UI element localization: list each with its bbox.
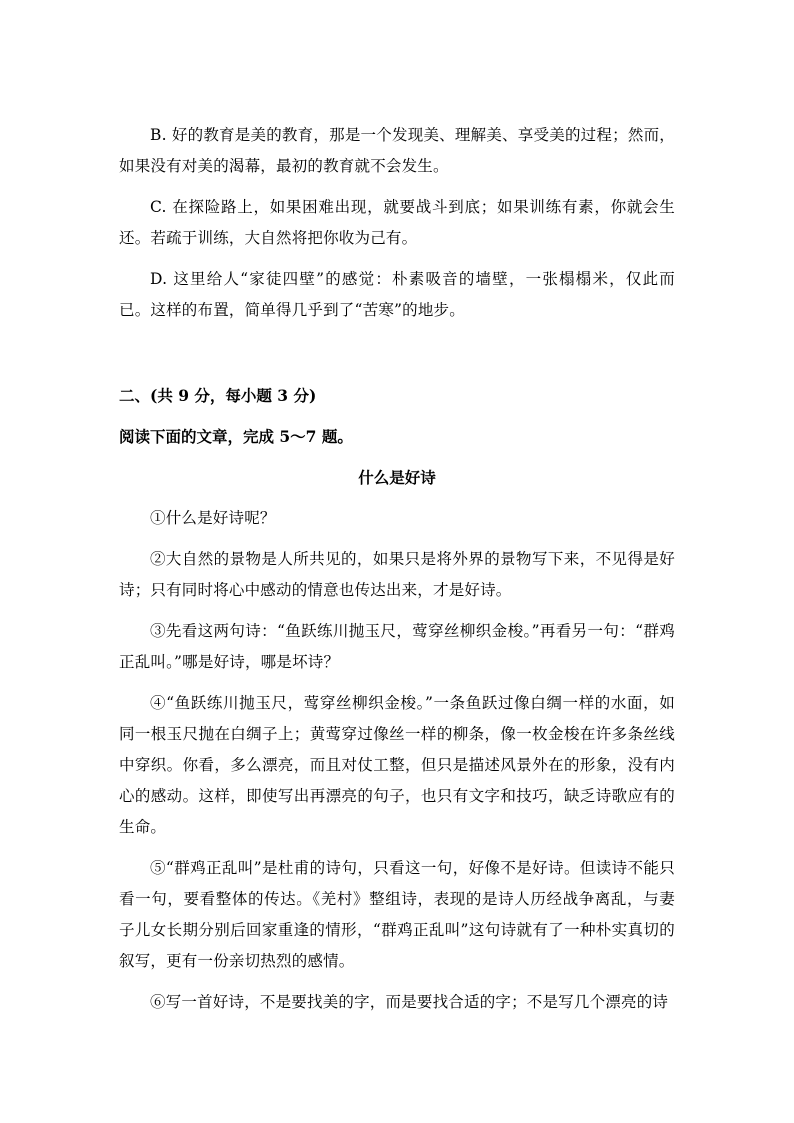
article-paragraph-3: ③先看这两句诗：“鱼跃练川抛玉尺，莺穿丝柳织金梭。”再看另一句：“群鸡正乱叫。”哪是好诗，哪是坏诗？ xyxy=(119,622,675,671)
article-paragraph-6: ⑥写一首好诗，不是要找美的字，而是要找合适的字；不是写几个漂亮的诗 xyxy=(150,993,669,1011)
article-paragraph-5: ⑤“群鸡正乱叫”是杜甫的诗句，只看这一句，好像不是好诗。但读诗不能只看一句，要看整体的传达。《羌村》整组诗，表现的是诗人历经战争离乱，与妻子儿女长期分别后回家重逢的情形，“群鸡正乱叫”这句诗就有了一种朴实真切的叙写，更有一份亲切热烈的感情。 xyxy=(119,859,675,970)
section-heading: 二、(共 9 分，每小题 3 分) xyxy=(119,386,317,405)
page-content xyxy=(119,120,675,1028)
option-d: D. 这里给人“家徒四壁”的感觉：朴素吸音的墙壁，一张榻榻米，仅此而已。这样的布置，简单得几乎到了“苦寒”的地步。 xyxy=(119,270,675,319)
article-title: 什么是好诗 xyxy=(358,468,436,487)
option-b: B. 好的教育是美的教育，那是一个发现美、理解美、享受美的过程；然而，如果没有对美的渴幕，最初的教育就不会发生。 xyxy=(119,126,675,175)
section-instruction: 阅读下面的文章，完成 5～7 题。 xyxy=(119,427,353,446)
option-c: C. 在探险路上，如果困难出现，就要战斗到底；如果训练有素，你就会生还。若疏于训练，大自然将把你收为己有。 xyxy=(119,198,675,247)
article-paragraph-4: ④“鱼跃练川抛玉尺，莺穿丝柳织金梭。”一条鱼跃过像白绸一样的水面，如同一根玉尺抛在白绸子上；黄莺穿过像丝一样的柳条，像一枚金梭在许多条丝线中穿织。你看，多么漂亮，而且对仗工整，但只是描述风景外在的形象，没有内心的感动。这样，即使写出再漂亮的句子，也只有文字和技巧，缺乏诗歌应有的生命。 xyxy=(119,694,675,836)
article-paragraph-2: ②大自然的景物是人所共见的，如果只是将外界的景物写下来，不见得是好诗；只有同时将心中感动的情意也传达出来，才是好诗。 xyxy=(119,550,675,599)
article-paragraph-1: ①什么是好诗呢？ xyxy=(150,509,276,527)
